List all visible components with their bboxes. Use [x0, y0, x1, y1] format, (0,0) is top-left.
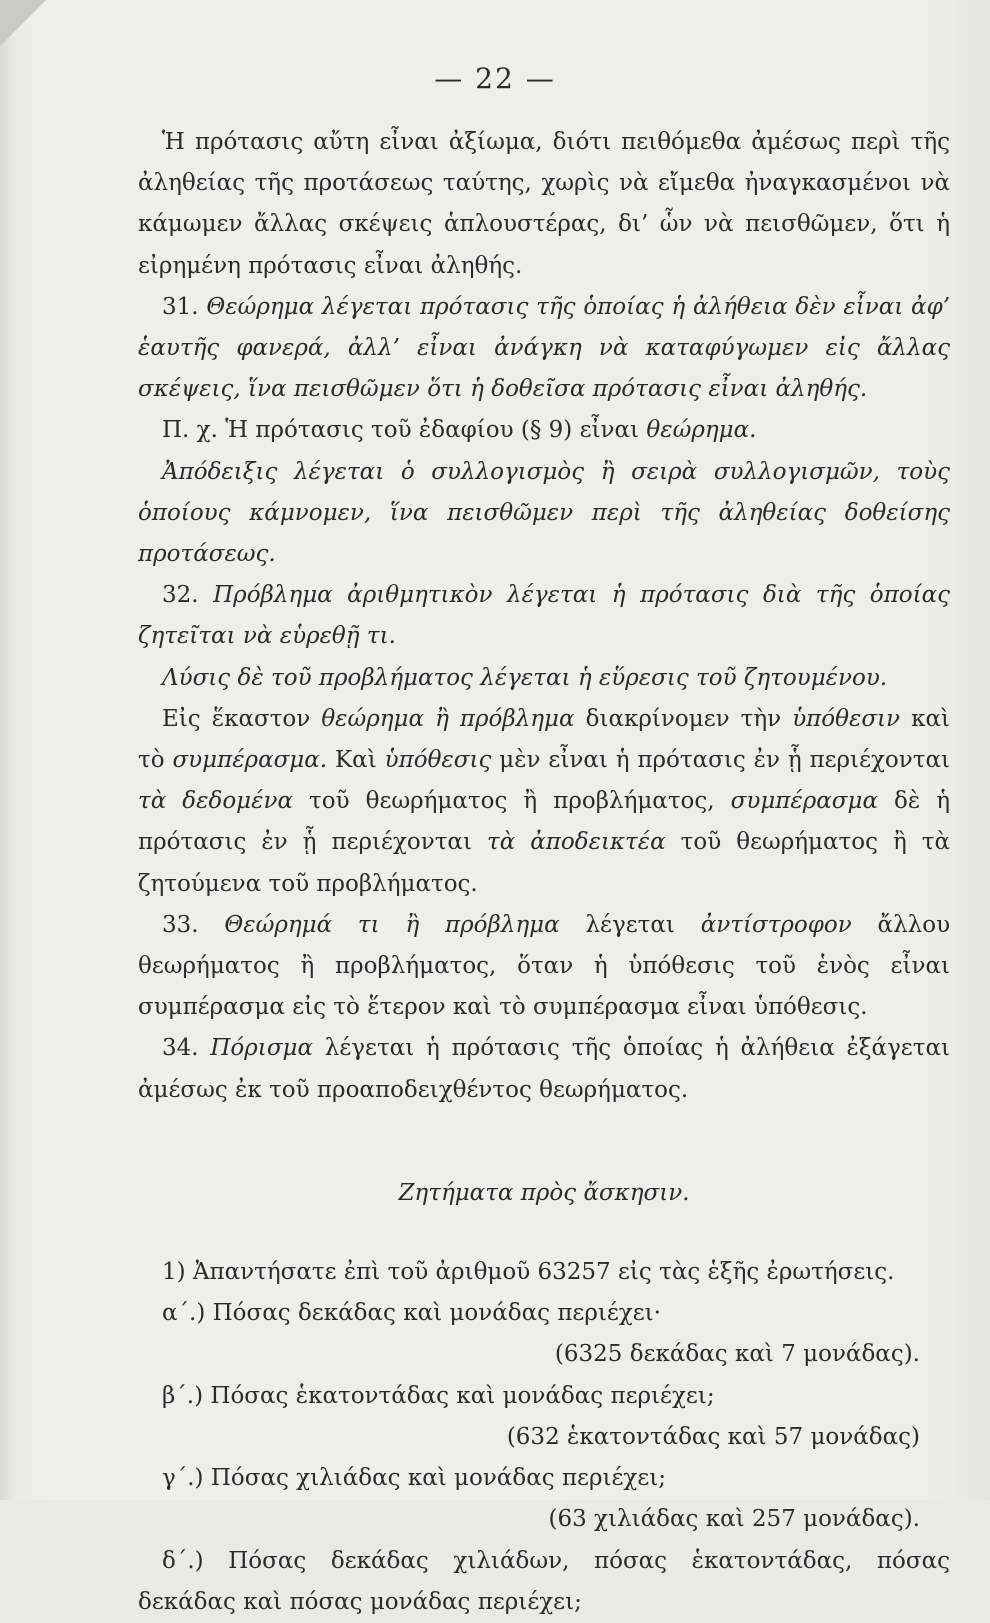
text-run: δὲ ἡ πρότασις ἐν ᾗ περιέχονται [138, 788, 951, 856]
text-run: λέγεται [585, 911, 675, 938]
text-run: Καὶ [335, 747, 377, 774]
text-run-italic: ἀντίστροφον [700, 911, 852, 938]
text-run: ἄλλου θεωρήματος ἢ προβλήματος, ὅταν ἡ ὑπόθεσις τοῦ ἑνὸς εἶναι συμπέρασμα εἰς τὸ ἕτερον καὶ τὸ συμπέρασμα εἶναι ὑπόθεσις. [138, 911, 951, 1021]
paragraph-example [138, 410, 950, 451]
folded-corner [0, 0, 46, 46]
page-body [138, 122, 950, 1623]
section-number: 34. [162, 1035, 199, 1062]
text-run: καὶ τὸ [138, 705, 951, 774]
section-number: 31. [162, 293, 199, 320]
section-number: 33. [162, 911, 199, 938]
exercise-question-b: β΄.) Πόσας ἑκατοντάδας καὶ μονάδας περιέχει; [162, 1382, 715, 1409]
exercises-heading: Ζητήματα πρὸς ἄσκησιν. [398, 1179, 690, 1206]
text-run-italic: θεώρημα ἢ πρόβλημα [321, 705, 575, 732]
exercise-question-a: α΄.) Πόσας δεκάδας καὶ μονάδας περιέχει· [162, 1300, 661, 1327]
example-text: Ἡ πρότασις τοῦ ἐδαφίου (§ 9) εἶναι [225, 417, 640, 444]
text-run: τὰ ζητούμενα [138, 829, 951, 897]
text-run: λέγεται ἡ πρότασις τῆς ὁποίας ἡ ἀλήθεια ἐξάγεται ἀμέσως ἐκ τοῦ προαποδειχθέντος θεωρήματος. [138, 1035, 950, 1103]
exercise-question-c: γ΄.) Πόσας χιλιάδας καὶ μονάδας περιέχει; [162, 1465, 667, 1492]
paragraph-solution: Λύσις δὲ τοῦ προβλήματος λέγεται ἡ εὕρεσις τοῦ ζητουμένου. [162, 664, 888, 691]
exercise-answer-c: (63 χιλιάδας καὶ 257 μονάδας). [548, 1506, 920, 1533]
exercise-intro: 1) Ἀπαντήσατε ἐπὶ τοῦ ἀριθμοῦ 63257 εἰς τὰς ἑξῆς ἐρωτήσεις. [162, 1259, 895, 1286]
page-number: — 22 — [434, 62, 556, 95]
exercise-answer-b: (632 ἑκατοντάδας καὶ 57 μονάδας) [506, 1423, 920, 1450]
text-run: τοῦ προβλήματος. [268, 870, 478, 897]
text-run-italic: ὑπόθεσιν [792, 705, 901, 732]
exercise-answer-a: (6325 δεκάδας καὶ 7 μονάδας). [554, 1341, 920, 1368]
problem-definition: Πρόβλημα ἀριθμητικὸν λέγεται ἡ πρότασις διὰ τῆς ὁποίας ζητεῖται νὰ εὑρεθῇ τι. [138, 582, 951, 650]
paragraph-corollary [138, 1028, 950, 1110]
paragraph-axiom: Ἡ πρότασις αὔτη εἶναι ἀξίωμα, διότι πειθόμεθα ἀμέσως περὶ τῆς ἀληθείας τῆς προτάσεως ταύτης, χωρὶς νὰ εἴμεθα ἠναγκασμένοι νὰ κάμωμεν ἄλλας σκέψεις ἁπλουστέρας, δι’ ὧν νὰ πεισθῶμεν, ὅτι ἡ εἰρημένη πρότασις εἶναι ἀληθής. [138, 129, 950, 279]
paragraph-problem [138, 575, 950, 657]
text-run-italic: συμπέρασμα. [172, 747, 328, 774]
text-run-italic: ὑπόθεσις [384, 747, 492, 774]
text-run-italic: τὰ ἀποδεικτέα [487, 829, 666, 856]
exercise-question-d: δ΄.) Πόσας δεκάδας χιλιάδων, πόσας ἑκατοντάδας, πόσας δεκάδας καὶ πόσας μονάδας περιέχει; [138, 1547, 950, 1615]
text-run: μὲν εἶναι ἡ πρότασις ἐν ᾗ περιέχονται [499, 747, 951, 774]
paragraph-proof: Ἀπόδειξις λέγεται ὁ συλλογισμὸς ἢ σειρὰ συλλογισμῶν, τοὺς ὁποίους κάμνομεν, ἵνα πεισθῶμεν περὶ τῆς ἀληθείας δοθείσης προτάσεως. [138, 458, 950, 568]
example-italic: θεώρημα. [646, 417, 757, 444]
text-run-italic: Πόρισμα [210, 1035, 313, 1062]
paragraph-converse [138, 905, 950, 1029]
text-run: τοῦ θεωρήματος ἢ [680, 829, 907, 856]
paragraph-hypothesis [138, 699, 950, 905]
text-run: τοῦ θεωρήματος ἢ προβλήματος, [309, 788, 715, 815]
text-run-italic: συμπέρασμα [730, 788, 878, 815]
text-run-italic: τὰ δεδομένα [138, 788, 293, 815]
paragraph-theorem [138, 287, 950, 411]
theorem-definition: Θεώρημα λέγεται πρότασις τῆς ὁποίας ἡ ἀλήθεια δὲν εἶναι ἀφ’ ἑαυτῆς φανερά, ἀλλ’ εἶναι ἀνάγκη νὰ καταφύγωμεν εἰς ἄλλας σκέψεις, ἵνα πεισθῶμεν ὅτι ἡ δοθεῖσα πρότασις εἶναι ἀληθής. [138, 293, 951, 403]
text-run-italic: Θεώρημά τι ἢ πρόβλημα [224, 911, 560, 938]
section-number: 32. [162, 582, 199, 609]
example-prefix: Π. χ. [162, 417, 218, 444]
text-run: διακρίνομεν τὴν [585, 705, 782, 732]
text-run: Εἰς ἕκαστον [162, 705, 311, 732]
